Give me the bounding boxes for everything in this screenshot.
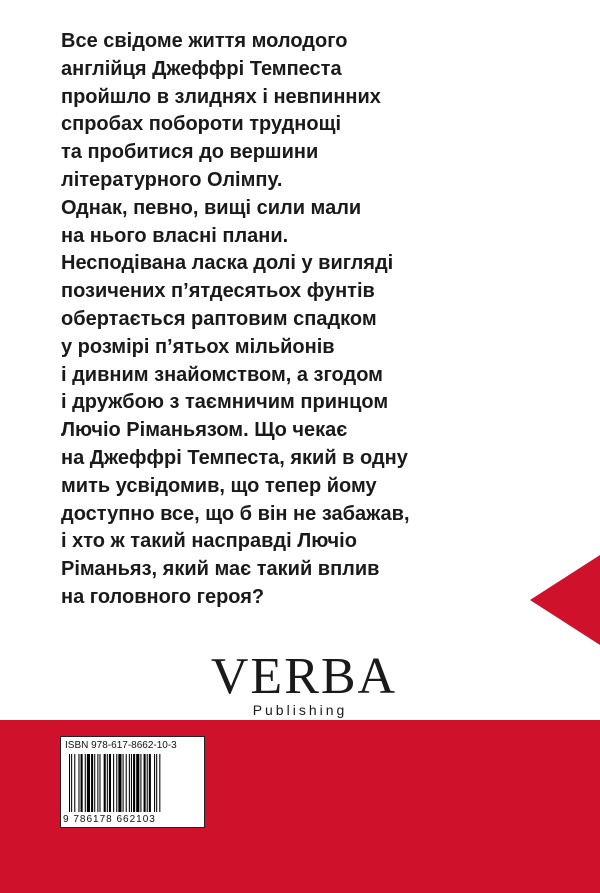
publisher-logo bbox=[0, 650, 600, 718]
blurb-line: літературного Олімпу. bbox=[61, 168, 283, 191]
blurb-line: позичених п’ятдесятьох фунтів bbox=[61, 280, 375, 303]
blurb-line: Ріманьяз, який має такий вплив bbox=[61, 558, 380, 581]
blurb-line: пройшло в злиднях і невпинних bbox=[61, 85, 381, 108]
blurb-line: спробах побороти труднощі bbox=[61, 113, 342, 136]
blurb-line: та пробитися до вершини bbox=[61, 141, 319, 164]
publisher-subtitle: Publishing bbox=[252, 702, 348, 718]
blurb-line: Лючіо Ріманьязом. Що чекає bbox=[61, 419, 348, 442]
blurb-line: Несподівана ласка долі у вигляді bbox=[61, 252, 394, 275]
blurb-line: на нього власні плани. bbox=[61, 224, 289, 247]
blurb-line: Однак, певно, вищі сили мали bbox=[61, 196, 362, 219]
red-triangle-arrow-icon bbox=[530, 555, 600, 645]
blurb-line: англійця Джеффрі Темпеста bbox=[61, 57, 342, 80]
isbn-label: ISBN 978-617-8662-10-3 bbox=[65, 740, 177, 751]
blurb-line: доступно все, що б він не забажав, bbox=[61, 502, 410, 525]
barcode-bars-icon bbox=[69, 754, 197, 814]
back-cover-blurb bbox=[61, 28, 441, 612]
publisher-name: VERBA bbox=[210, 648, 398, 705]
blurb-line: і дивним знайомством, а згодом bbox=[61, 363, 383, 386]
blurb-line: на Джеффрі Темпеста, який в одну bbox=[61, 446, 408, 469]
blurb-line: і хто ж такий насправді Лючіо bbox=[61, 530, 357, 553]
blurb-line: обертається раптовим спадком bbox=[61, 307, 377, 330]
isbn-barcode bbox=[60, 736, 205, 828]
blurb-line: Все свідоме життя молодого bbox=[61, 30, 348, 52]
barcode-number: 9 786178 662103 bbox=[63, 814, 156, 825]
blurb-line: у розмірі п’ятьох мільйонів bbox=[61, 335, 335, 358]
blurb-line: мить усвідомив, що тепер йому bbox=[61, 474, 377, 497]
blurb-line: і дружбою з таємничим принцом bbox=[61, 391, 389, 414]
blurb-line: на головного героя? bbox=[61, 585, 265, 608]
